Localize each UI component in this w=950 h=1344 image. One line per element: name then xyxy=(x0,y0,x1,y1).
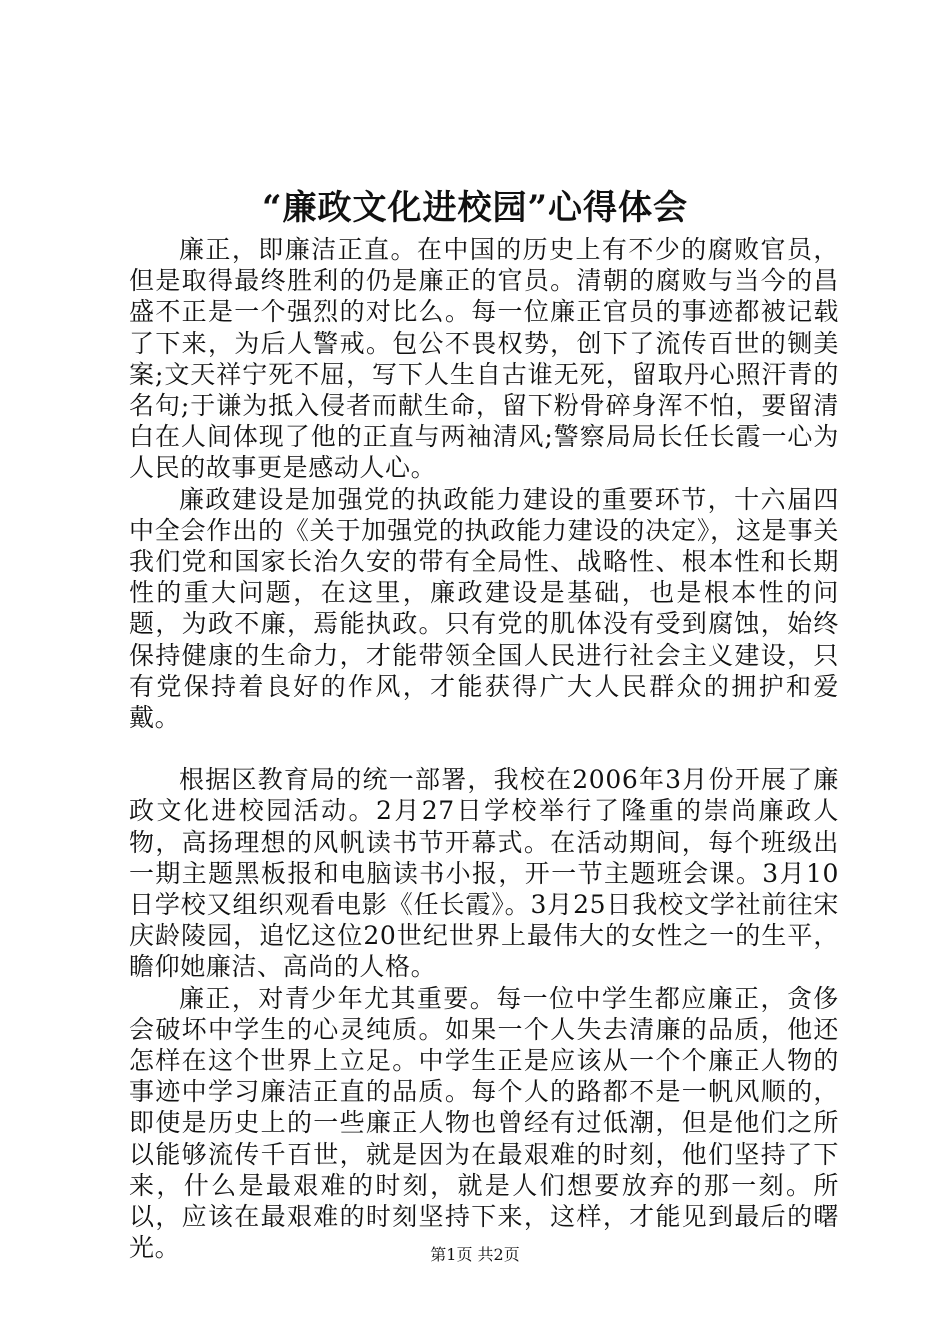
paragraph-spacer xyxy=(129,733,839,764)
paragraph-1: 廉正，即廉洁正直。在中国的历史上有不少的腐败官员，但是取得最终胜利的仍是廉正的官员。清朝的腐败与当今的昌盛不正是一个强烈的对比么。每一位廉正官员的事迹都被记载了下来，为后人警戒。包公不畏权势，创下了流传百世的铡美案;文天祥宁死不屈，写下人生自古谁无死，留取丹心照汗青的名句;于谦为抵入侵者而献生命，留下粉骨碎身浑不怕，要留清白在人间体现了他的正直与两袖清风;警察局局长任长霞一心为人民的故事更是感动人心。 xyxy=(129,235,839,483)
document-title: “廉政文化进校园”心得体会 xyxy=(261,188,689,228)
document-body xyxy=(129,234,839,1264)
paragraph-4: 廉正，对青少年尤其重要。每一位中学生都应廉正，贪侈会破坏中学生的心灵纯质。如果一个人失去清廉的品质，他还怎样在这个世界上立足。中学生正是应该从一个个廉正人物的事迹中学习廉洁正直的品质。每个人的路都不是一帆风顺的，即使是历史上的一些廉正人物也曾经有过低潮，但是他们之所以能够流传千百世，就是因为在最艰难的时刻，他们坚持了下来，什么是最艰难的时刻，就是人们想要放弃的那一刻。所以，应该在最艰难的时刻坚持下来，这样，才能见到最后的曙光。 xyxy=(129,983,839,1263)
paragraph-3: 根据区教育局的统一部署，我校在2006年3月份开展了廉政文化进校园活动。2月27日学校举行了隆重的崇尚廉政人物，高扬理想的风帆读书节开幕式。在活动期间，每个班级出一期主题黑板报和电脑读书小报，开一节主题班会课。3月10日学校又组织观看电影《任长霞》。3月25日我校文学社前往宋庆龄陵园，追忆这位20世纪世界上最伟大的女性之一的生平，瞻仰她廉洁、高尚的人格。 xyxy=(129,765,839,982)
page-number-footer: 第1页 共2页 xyxy=(430,1245,520,1264)
paragraph-2: 廉政建设是加强党的执政能力建设的重要环节，十六届四中全会作出的《关于加强党的执政能力建设的决定》，这是事关我们党和国家长治久安的带有全局性、战略性、根本性和长期性的重大问题，在这里，廉政建设是基础，也是根本性的问题，为政不廉，焉能执政。只有党的肌体没有受到腐蚀，始终保持健康的生命力，才能带领全国人民进行社会主义建设，只有党保持着良好的作风，才能获得广大人民群众的拥护和爱戴。 xyxy=(129,484,839,733)
